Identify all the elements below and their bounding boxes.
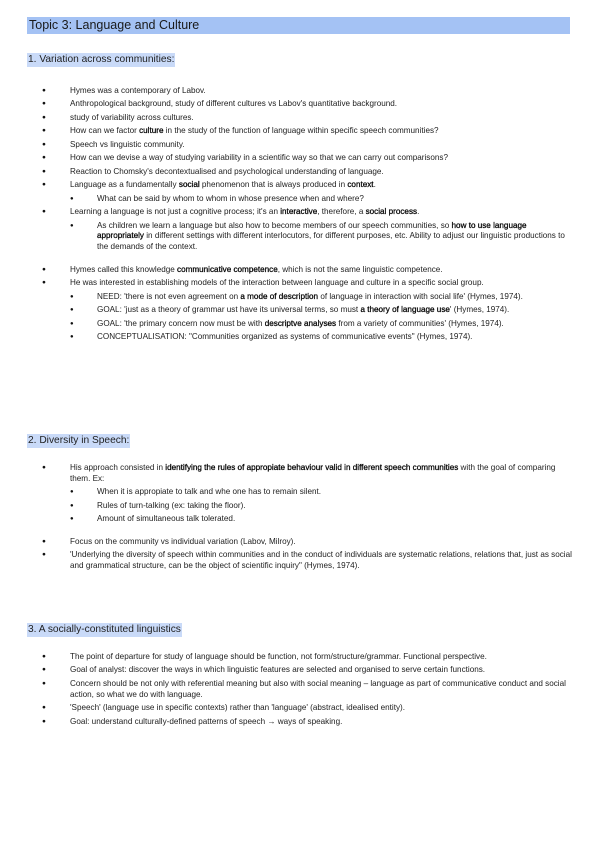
bullet-icon: ●: [42, 551, 46, 559]
text-run: Speech vs linguistic community.: [70, 139, 185, 149]
text-run: Goal of analyst: discover the ways in which linguistic features are selected and organised to serve certain functions.: [70, 665, 486, 675]
section-list-variation: [0, 86, 600, 346]
bullet-icon: ●: [70, 222, 74, 229]
bullet-icon: ●: [42, 679, 46, 687]
text-run: Hymes called this knowledge: [70, 264, 178, 274]
sub-list-item: [0, 501, 600, 512]
bullet-icon: ●: [42, 265, 46, 273]
bullet-icon: ●: [70, 195, 74, 202]
text-run: The point of departure for study of language should be function, not form/structure/grammar. Functional perspective.: [70, 652, 487, 661]
text-run: NEED: 'there is not even agreement on: [97, 291, 241, 301]
bullet-icon: ●: [70, 334, 74, 341]
bullet-icon: ●: [42, 100, 46, 108]
bold-text: identifying the rules of appropiate behaviour valid in different speech communities: [165, 463, 459, 472]
text-run: What can be said by whom to whom in whose presence when and where?: [97, 193, 364, 203]
text-run: , which is not the same linguistic competence.: [277, 264, 443, 274]
title-highlight: [27, 17, 570, 34]
bullet-icon: ●: [70, 516, 74, 523]
text-run: Concern should be not only with referential meaning but also with social meaning – language as part of communicative conduct and social action, so what we do with language.: [70, 678, 566, 699]
bold-text: context: [347, 180, 374, 190]
text-run: He was interested in establishing models of the interaction between language and culture in a specific social group.: [70, 278, 484, 288]
list-item: [0, 207, 600, 218]
list-item: [0, 99, 600, 110]
bold-text: communicative competence: [177, 264, 278, 274]
section-heading-socially-constituted: [27, 623, 182, 637]
bullet-icon: ●: [70, 502, 74, 509]
text-run: How can we factor: [70, 126, 140, 136]
bold-text: social: [178, 180, 200, 190]
text-run: Goal: understand culturally-defined patterns of speech → ways of speaking.: [70, 716, 343, 726]
list-item: [0, 180, 600, 191]
bullet-icon: ●: [42, 140, 46, 148]
text-run: 'Underlying the diversity of speech within communities and in the conduct of individuals are systematic relations, relations that, just as social and grammatical structure, can be the object of scientific inquiry" (Hymes, 1974).: [70, 550, 572, 570]
section-heading-text: 2. Diversity in Speech:: [28, 435, 130, 446]
bullet-icon: ●: [70, 307, 74, 314]
bold-text: interactive: [280, 207, 318, 217]
bullet-icon: ●: [42, 717, 46, 725]
section-heading-variation: [27, 53, 175, 67]
text-run: phenomenon that is always produced in: [199, 180, 348, 190]
bold-text: a theory of language use: [360, 305, 450, 315]
list-item: [0, 652, 600, 663]
list-item: [0, 113, 600, 124]
bold-text: how to use language appropriately: [97, 220, 527, 241]
text-run: GOAL: 'the primary concern now must be with: [97, 318, 265, 328]
text-run: GOAL: 'just as a theory of grammar ust have its universal terms, so must: [97, 305, 361, 315]
bold-text: culture: [139, 126, 164, 136]
sub-list-item: [0, 514, 600, 525]
list-item: [0, 126, 600, 137]
text-run: in different settings with different interlocutors, for different purposes, etc. Ability to adjust our linguistic productions to the demands of the context.: [97, 231, 565, 252]
section-heading-text: 1. Variation across communities:: [28, 54, 175, 65]
sub-list-item: [0, 221, 600, 253]
list-item: [0, 167, 600, 178]
text-run: Focus on the community vs individual variation (Labov, Milroy).: [70, 536, 296, 546]
text-run: .: [373, 180, 376, 190]
text-run: Hymes was a contemporary of Labov.: [70, 86, 206, 95]
list-item: [0, 537, 600, 548]
bullet-icon: ●: [70, 489, 74, 496]
bullet-icon: ●: [42, 666, 46, 674]
text-run: study of variability across cultures.: [70, 112, 194, 122]
text-run: from a variety of communities' (Hymes, 1974).: [336, 318, 504, 328]
list-item: [0, 86, 600, 97]
text-run: 'Speech' (language use in specific contexts) rather than 'language' (abstract, idealised entity).: [70, 703, 406, 713]
bullet-icon: ●: [70, 320, 74, 327]
sub-list-item: [0, 319, 600, 330]
section-list-diversity: [0, 463, 600, 574]
bullet-icon: ●: [42, 87, 46, 94]
sub-list-item: [0, 305, 600, 316]
list-item: [0, 703, 600, 714]
text-run: As children we learn a language but also how to become members of our speech communities, so: [97, 220, 452, 230]
list-item: [0, 665, 600, 676]
bullet-icon: ●: [42, 653, 46, 660]
text-run: Reaction to Chomsky's decontextualised and psychological understanding of language.: [70, 166, 384, 176]
bold-text: a mode of description: [240, 291, 319, 301]
text-run: , therefore, a: [317, 207, 366, 217]
sub-list-item: [0, 194, 600, 205]
bullet-icon: ●: [42, 464, 46, 471]
sub-list-item: [0, 292, 600, 303]
bullet-icon: ●: [42, 181, 46, 189]
sub-list-item: [0, 487, 600, 498]
list-item: [0, 679, 600, 700]
text-run: ' (Hymes, 1974).: [449, 305, 510, 315]
bullet-icon: ●: [42, 537, 46, 545]
section-heading-text: 3. A socially-constituted linguistics: [28, 624, 181, 635]
text-run: Amount of simultaneous talk tolerated.: [97, 514, 236, 524]
list-item: [0, 550, 600, 571]
bullet-icon: ●: [42, 208, 46, 216]
text-run: .: [417, 207, 420, 217]
text-run: Rules of turn-talking (ex: taking the floor).: [97, 500, 246, 510]
bullet-icon: ●: [42, 113, 46, 121]
text-run: His approach consisted in: [70, 463, 166, 472]
text-run: Language as a fundamentally: [70, 180, 179, 190]
list-item: [0, 463, 600, 484]
section-heading-diversity: [27, 434, 130, 448]
bold-text: descriptve analyses: [264, 318, 337, 328]
page-title: Topic 3: Language and Culture: [29, 18, 200, 32]
text-run: How can we devise a way of studying variability in a scientific way so that we can carry out comparisons?: [70, 153, 448, 163]
bullet-icon: ●: [42, 127, 46, 135]
text-run: CONCEPTUALISATION: "Communities organized as systems of communicative events" (Hymes, 1974).: [97, 332, 473, 342]
list-item: [0, 278, 600, 289]
text-run: When it is appropiate to talk and whe one has to remain silent.: [97, 487, 322, 497]
list-item: [0, 153, 600, 164]
bold-text: social process: [365, 207, 418, 217]
bullet-icon: ●: [70, 293, 74, 300]
text-run: of language in interaction with social life' (Hymes, 1974).: [318, 291, 523, 301]
text-run: in the study of the function of language within specific speech communities?: [163, 126, 439, 136]
text-run: with the goal of comparing them. Ex:: [70, 463, 556, 483]
text-run: Learning a language is not just a cognitive process; it's an: [70, 207, 281, 217]
list-item: [0, 140, 600, 151]
sub-list-item: [0, 332, 600, 343]
section-list-socially-constituted: [0, 652, 600, 730]
bullet-icon: ●: [42, 154, 46, 162]
bullet-icon: ●: [42, 279, 46, 287]
bullet-icon: ●: [42, 167, 46, 175]
list-item: [0, 717, 600, 728]
text-run: Anthropological background, study of different cultures vs Labov's quantitative background.: [70, 99, 398, 109]
list-item: [0, 265, 600, 276]
bullet-icon: ●: [42, 704, 46, 712]
